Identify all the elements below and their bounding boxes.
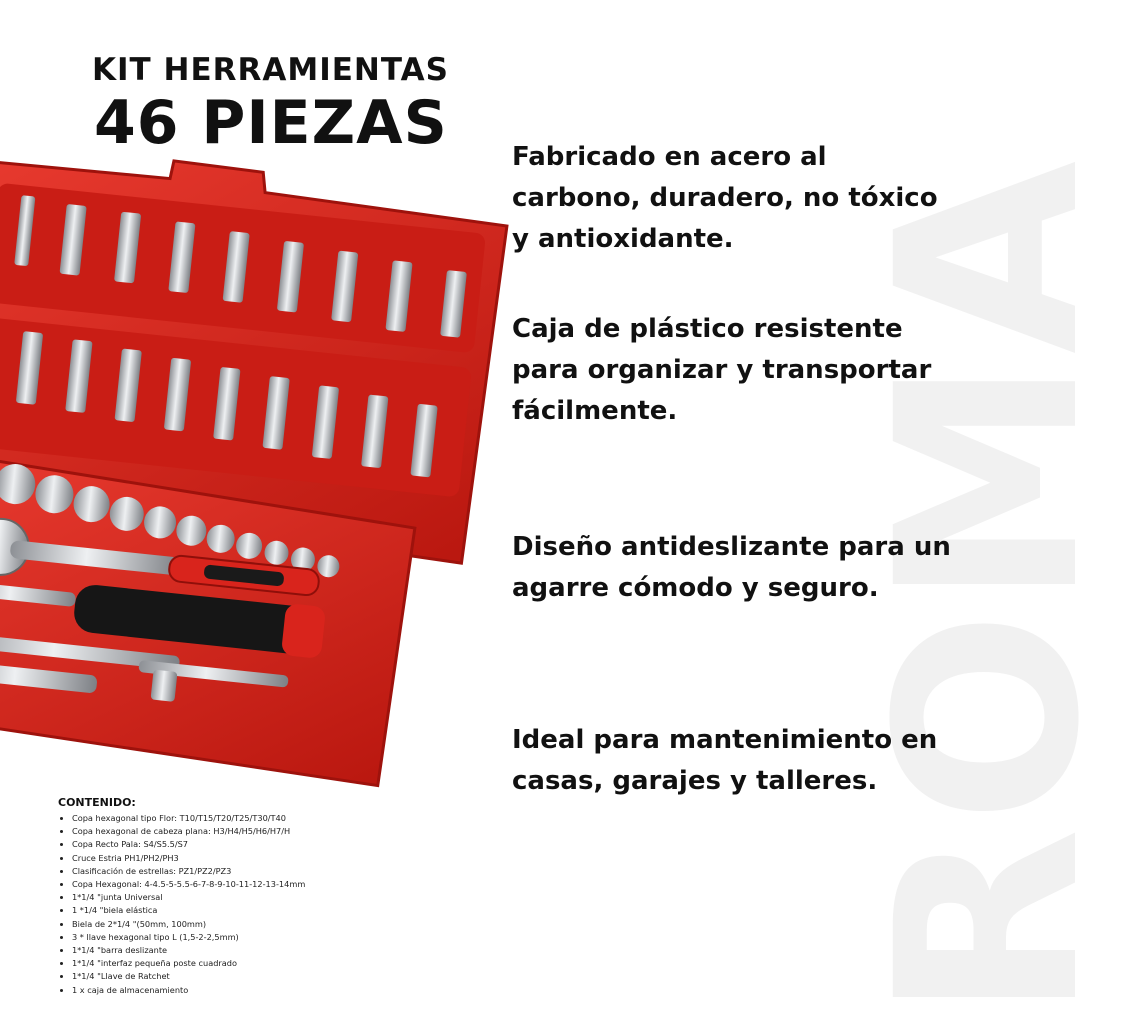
list-item: • 1*1/4 "Llave de Ratchet bbox=[72, 970, 358, 983]
contents-list bbox=[58, 796, 358, 997]
list-item: • Biela de 2*1/4 "(50mm, 100mm) bbox=[72, 918, 358, 931]
feature-case: Caja de plástico resistente para organizar y transportar fácilmente. bbox=[512, 314, 932, 426]
feature-usage: Ideal para mantenimiento en casas, garajes y talleres. bbox=[512, 725, 938, 796]
list-item: • 1*1/4 "junta Universal bbox=[72, 891, 358, 904]
feature-material: Fabricado en acero al carbono, duradero, no tóxico y antioxidante. bbox=[512, 142, 938, 254]
list-item: • Clasificación de estrellas: PZ1/PZ2/PZ3 bbox=[72, 865, 358, 878]
feature-grip: Diseño antideslizante para un agarre cómodo y seguro. bbox=[512, 532, 951, 603]
list-item: • Copa hexagonal tipo Flor: T10/T15/T20/T25/T30/T40 bbox=[72, 812, 358, 825]
list-item: • Copa Recto Pala: S4/S5.5/S7 bbox=[72, 838, 358, 851]
title-pieces: 46 PIEZAS bbox=[94, 88, 448, 158]
brand-watermark: ROMA bbox=[843, 156, 1134, 1020]
list-item: • Cruce Estria PH1/PH2/PH3 bbox=[72, 852, 358, 865]
list-item: • Copa Hexagonal: 4-4.5-5-5.5-6-7-8-9-10-11-12-13-14mm bbox=[72, 878, 358, 891]
list-item: • 1 *1/4 "biela elástica bbox=[72, 904, 358, 917]
contents-items bbox=[58, 812, 358, 997]
list-item: • 3 * llave hexagonal tipo L (1,5-2-2,5mm) bbox=[72, 931, 358, 944]
tool-kit-image bbox=[0, 170, 490, 780]
list-item: • 1*1/4 "barra deslizante bbox=[72, 944, 358, 957]
title-kit: KIT HERRAMIENTAS bbox=[92, 52, 449, 88]
list-item: • 1 x caja de almacenamiento bbox=[72, 984, 358, 997]
list-item: • Copa hexagonal de cabeza plana: H3/H4/H5/H6/H7/H bbox=[72, 825, 358, 838]
contents-title: CONTENIDO: bbox=[58, 796, 136, 809]
list-item: • 1*1/4 "interfaz pequeña poste cuadrado bbox=[72, 957, 358, 970]
